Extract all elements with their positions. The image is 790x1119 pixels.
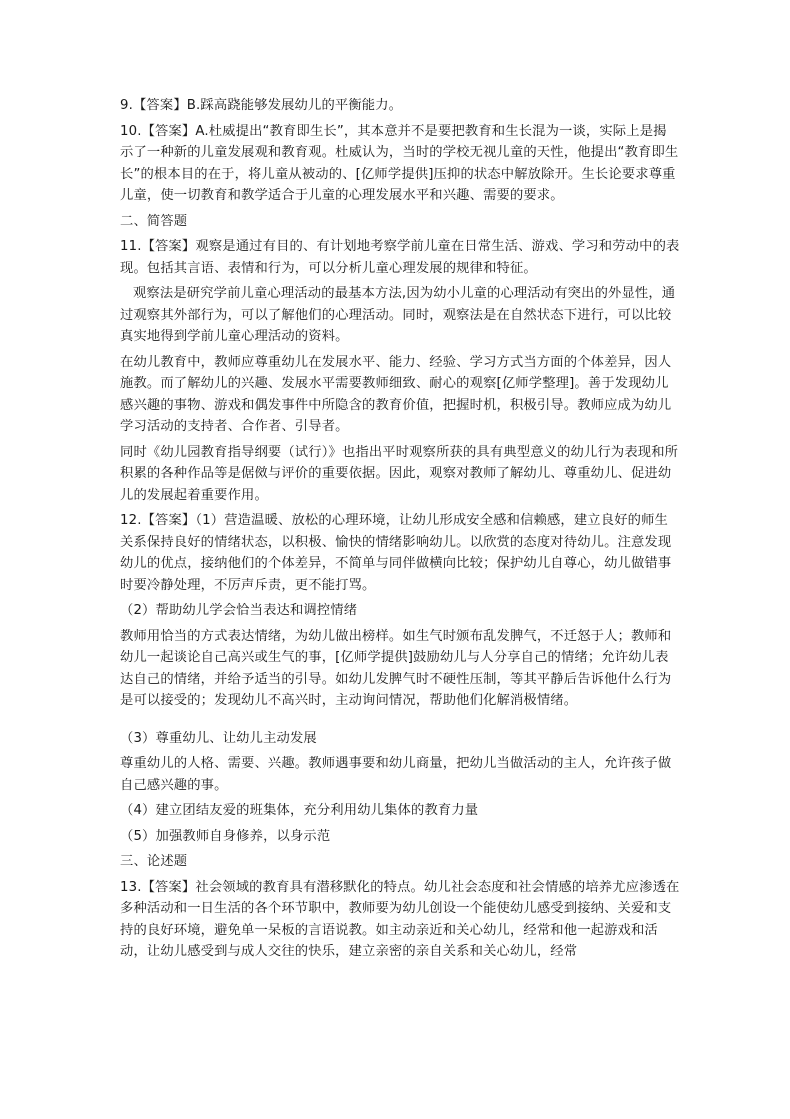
section-heading-short-answer: 二、简答题 bbox=[120, 213, 188, 229]
answer-13: 13.【答案】社会领域的教育具有潜移默化的特点。幼儿社会态度和社会情感的培养尤应渗透在多种活动和一日生活的各个环节职中，教师要为幼儿创设一个能使幼儿感受到接纳、关爱和支持的良好环境，避免单一呆板的言语说教。如主动亲近和关心幼儿，经常和他一起游戏和活动，让幼儿感受到与成人交往的快乐，建立亲密的亲自关系和关心幼儿，经常 bbox=[120, 879, 680, 959]
answer-11-part-2: 观察法是研究学前儿童心理活动的最基本方法,因为幼小儿童的心理活动有突出的外显性，通过观察其外部行为，可以了解他们的心理活动。同时，观察法是在自然状态下进行，可以比较真实地得到学前儿童心理活动的资料。 bbox=[120, 286, 676, 344]
answer-12-point-4: （4）建立团结友爱的班集体，充分利用幼儿集体的教育力量 bbox=[120, 803, 479, 818]
answer-12-part-3: 尊重幼儿的人格、需要、兴趣。教师遇事要和幼儿商量，把幼儿当做活动的主人，允许孩子做自己感兴趣的事。 bbox=[120, 756, 672, 793]
answer-11-part-1: 11.【答案】观察是通过有目的、有计划地考察学前儿童在日常生活、游戏、学习和劳动中的表现。包括其言语、表情和行为，可以分析儿童心理发展的规律和特征。 bbox=[120, 239, 680, 276]
answer-12-part-1: 12.【答案】（1）营造温暖、放松的心理环境，让幼儿形成安全感和信赖感，建立良好的师生关系保持良好的情绪状态，以积极、愉快的情绪影响幼儿。以欣赏的态度对待幼儿。注意发现幼儿的优点，接纳他们的个体差异，不简单与同伴做横向比较；保护幼儿自尊心，幼儿做错事时要冷静处理，不厉声斥责，更不能打骂。 bbox=[120, 513, 672, 593]
answer-12-part-2: 教师用恰当的方式表达情绪，为幼儿做出榜样。如生气时颁布乱发脾气，不迁怒于人；教师和幼儿一起谈论自己高兴或生气的事，[亿师学提供]鼓励幼儿与人分享自己的情绪；允许幼儿表达自己的情绪，并给予适当的引导。如幼儿发脾气时不硬性压制，等其平静后告诉他什么行为是可以接受的；发现幼儿不高兴时，主动询问情况，帮助他们化解消极情绪。 bbox=[120, 628, 672, 708]
document-body bbox=[120, 95, 680, 967]
section-heading-essay: 三、论述题 bbox=[120, 854, 188, 869]
answer-11-part-3: 在幼儿教育中，教师应尊重幼儿在发展水平、能力、经验、学习方式当方面的个体差异，因人施教。而了解幼儿的兴趣、发展水平需要教师细致、耐心的观察[亿师学整理]。善于发现幼儿感兴趣的事物、游戏和偶发事件中所隐含的教育价值，把握时机，积极引导。教师应成为幼儿学习活动的支持者、合作者、引导者。 bbox=[120, 354, 672, 434]
answer-12-point-3: （3）尊重幼儿、让幼儿主动发展 bbox=[120, 730, 317, 746]
answer-10: 10.【答案】A.杜威提出“教育即生长”，其本意并不是要把教育和生长混为一谈，实际上是揭示了一种新的儿童发展观和教育观。杜威认为，当时的学校无视儿童的天性，他提出“教育即生长”的根本目的在于，将儿童从被动的、[亿师学提供]压抑的状态中解放除开。生长论要求尊重儿童，使一切教育和教学适合于儿童的心理发展水平和兴趣、需要的要求。 bbox=[120, 123, 679, 203]
answer-12-point-2: （2）帮助幼儿学会恰当表达和调控情绪 bbox=[120, 603, 358, 618]
answer-11-part-4: 同时《幼儿园教育指导纲要（试行）》也指出平时观察所获的具有典型意义的幼儿行为表现和所积累的各种作品等是倨傚与评价的重要依据。因此，观察对教师了解幼儿、尊重幼儿、促进幼儿的发展起着重要作用。 bbox=[120, 444, 679, 503]
answer-12-point-5: （5）加强教师自身修养，以身示范 bbox=[120, 828, 331, 844]
answer-9: 9.【答案】B.踩高跷能够发展幼儿的平衡能力。 bbox=[120, 98, 403, 113]
